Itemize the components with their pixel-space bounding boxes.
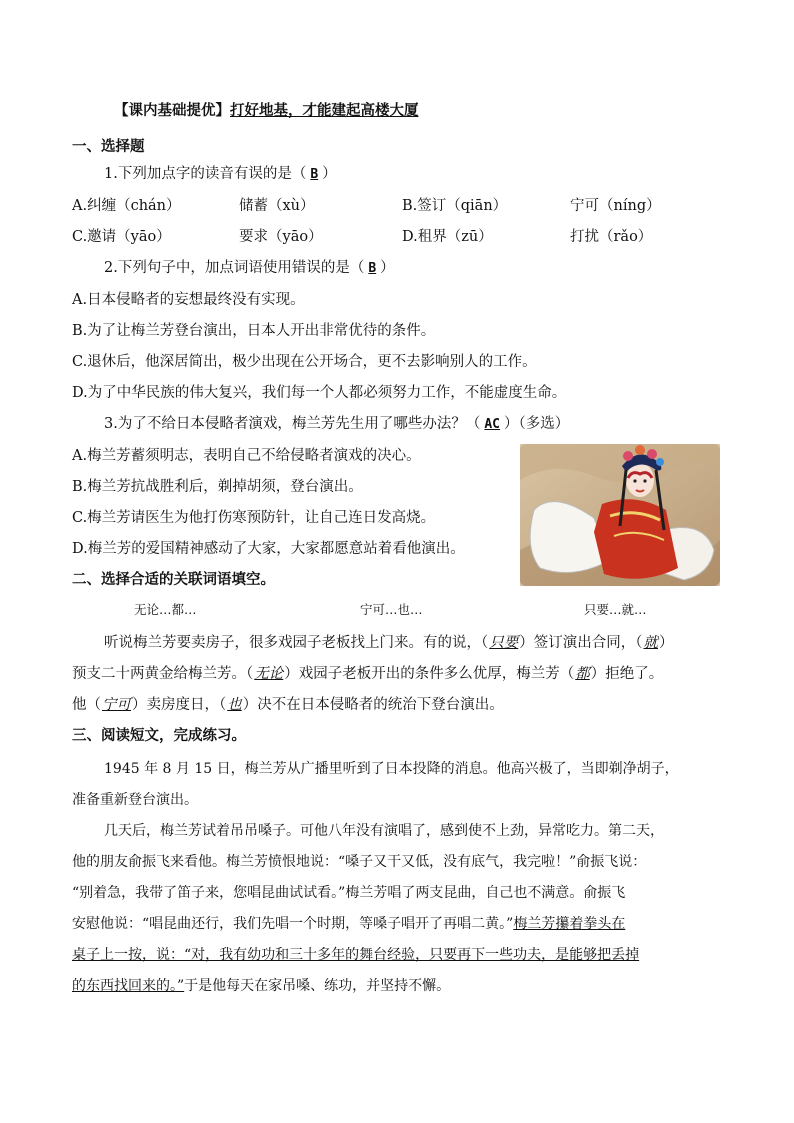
q1-option-d2: 打扰（rǎo） bbox=[570, 229, 653, 245]
reading-line-5: “别着急，我带了笛子来，您唱昆曲试试看。”梅兰芳唱了两支昆曲，自己也不满意。俞振飞 bbox=[72, 885, 626, 901]
reading-line-3: 几天后，梅兰芳试着吊吊嗓子。可他八年没有演唱了，感到使不上劲，异常吃力。第二天， bbox=[104, 823, 664, 839]
q3-stem: 3.为了不给日本侵略者演戏，梅兰芳先生用了哪些办法？（ AC ）（多选） bbox=[104, 416, 570, 432]
q1-option-b: B.签订（qiān） bbox=[402, 198, 508, 214]
q2-option-d: D.为了中华民族的伟大复兴，我们每一个人都必须努力工作，不能虚度生命。 bbox=[72, 385, 567, 401]
fill-blank-4: 都 bbox=[575, 666, 590, 682]
q1-option-c2: 要求（yāo） bbox=[239, 229, 323, 245]
q3-option-c: C.梅兰芳请医生为他打伤寒预防针，让自己连日发高烧。 bbox=[72, 510, 436, 526]
fill-blank-6: 也 bbox=[227, 697, 242, 713]
fill-paragraph-line-3: 他（宁可）卖房度日，（也）决不在日本侵略者的统治下登台演出。 bbox=[72, 697, 504, 713]
q1-option-a2: 储蓄（xù） bbox=[239, 198, 315, 214]
fill-blank-1: 只要 bbox=[489, 635, 519, 651]
q1-option-c: C.邀请（yāo） bbox=[72, 229, 171, 245]
reading-underlined-sentence-start: 梅兰芳攥着拳头在 bbox=[513, 916, 626, 932]
reading-line-1: 1945 年 8 月 15 日，梅兰芳从广播里听到了日本投降的消息。他高兴极了，当即剃净胡子， bbox=[104, 761, 679, 777]
q1-stem: 1.下列加点字的读音有误的是（ B ） bbox=[104, 166, 337, 182]
section1-title: 一、选择题 bbox=[72, 138, 145, 155]
q2-answer: B bbox=[368, 261, 377, 276]
reading-line-8: 的东西找回来的。”于是他每天在家吊嗓、练功，并坚持不懈。 bbox=[72, 978, 451, 994]
reading-underlined-sentence-end: 的东西找回来的。” bbox=[72, 978, 185, 994]
q2-option-b: B.为了让梅兰芳登台演出，日本人开出非常优待的条件。 bbox=[72, 323, 436, 339]
q2-stem: 2.下列句子中，加点词语使用错误的是（ B ） bbox=[104, 260, 395, 276]
fill-paragraph-line-2: 预支二十两黄金给梅兰芳。（无论）戏园子老板开出的条件多么优厚，梅兰芳（都）拒绝了。 bbox=[72, 666, 664, 682]
q1-answer: B bbox=[310, 167, 319, 182]
q2-option-c: C.退休后，他深居简出，极少出现在公开场合，更不去影响别人的工作。 bbox=[72, 354, 537, 370]
choice-zhiyao-jiu: 只要…就… bbox=[584, 602, 647, 617]
q3-option-a: A.梅兰芳蓄须明志，表明自己不给侵略者演戏的决心。 bbox=[72, 448, 421, 464]
reading-line-6: 安慰他说：“唱昆曲还行，我们先唱一个时期，等嗓子唱开了再唱二黄。”梅兰芳攥着拳头在 bbox=[72, 916, 626, 932]
q3-option-d: D.梅兰芳的爱国精神感动了大家，大家都愿意站着看他演出。 bbox=[72, 541, 465, 557]
q1-option-d: D.租界（zū） bbox=[402, 229, 493, 245]
fill-blank-2: 就 bbox=[643, 635, 658, 651]
section2-title: 二、选择合适的关联词语填空。 bbox=[72, 571, 275, 588]
choice-wulun-dou: 无论…都… bbox=[134, 602, 197, 617]
q1-option-a: A.纠缠（chán） bbox=[72, 198, 181, 214]
fill-paragraph-line-1: 听说梅兰芳要卖房子，很多戏园子老板找上门来。有的说，（只要）签订演出合同，（就） bbox=[104, 635, 674, 651]
q3-option-b: B.梅兰芳抗战胜利后，剃掉胡须，登台演出。 bbox=[72, 479, 363, 495]
section3-title: 三、阅读短文，完成练习。 bbox=[72, 727, 246, 744]
header-slogan: 打好地基，才能建起高楼大厦 bbox=[230, 102, 419, 119]
q1-option-b2: 宁可（níng） bbox=[570, 198, 661, 214]
fill-blank-5: 宁可 bbox=[102, 697, 131, 713]
header-bracket: 【课内基础提优】 bbox=[114, 102, 230, 119]
q2-option-a: A.日本侵略者的妄想最终没有实现。 bbox=[72, 292, 305, 308]
reading-line-4: 他的朋友俞振飞来看他。梅兰芳愤恨地说：“嗓子又干又低，没有底气，我完啦！”俞振飞说： bbox=[72, 854, 647, 870]
reading-line-7-underlined: 桌子上一按，说：“对，我有幼功和三十多年的舞台经验，只要再下一些功夫，是能够把丢掉 bbox=[72, 947, 640, 963]
fill-blank-3: 无论 bbox=[254, 666, 284, 682]
reading-line-2: 准备重新登台演出。 bbox=[72, 792, 198, 808]
q3-answer: AC bbox=[484, 417, 500, 432]
section-header bbox=[114, 101, 419, 121]
peking-opera-illustration bbox=[514, 440, 726, 590]
choice-ningke-ye: 宁可…也… bbox=[360, 602, 423, 617]
